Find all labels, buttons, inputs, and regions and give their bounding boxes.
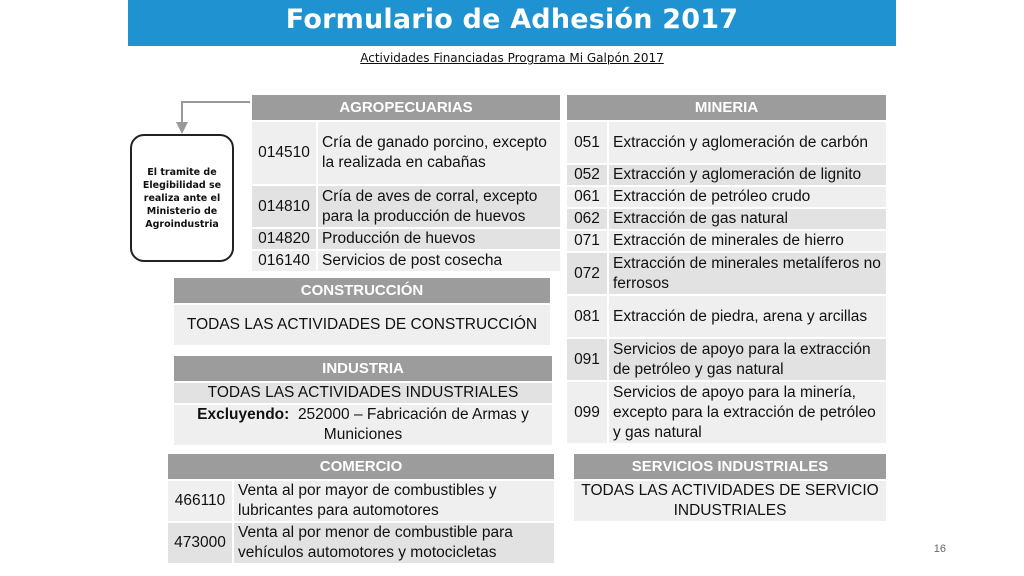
activity-desc: Cría de ganado porcino, excepto la realizada en cabañas bbox=[317, 121, 561, 185]
activity-code: 061 bbox=[566, 186, 608, 208]
exclusion-label: Excluyendo: bbox=[197, 406, 290, 423]
page-title: Formulario de Adhesión 2017 bbox=[285, 4, 739, 35]
activity-desc: Cría de aves de corral, excepto para la producción de huevos bbox=[317, 185, 561, 228]
table-row bbox=[566, 338, 887, 381]
table-row bbox=[566, 230, 887, 252]
exclusion-text: 252000 – Fabricación de Armas y Municiones bbox=[297, 406, 529, 443]
industria-text: TODAS LAS ACTIVIDADES INDUSTRIALES bbox=[173, 382, 553, 404]
activity-desc: Extracción y aglomeración de carbón bbox=[608, 121, 887, 164]
servicios-header: SERVICIOS INDUSTRIALES bbox=[573, 453, 887, 480]
table-row bbox=[251, 121, 561, 185]
construccion-text: TODAS LAS ACTIVIDADES DE CONSTRUCCIÓN bbox=[173, 304, 551, 346]
table-row bbox=[251, 250, 561, 272]
construccion-table bbox=[172, 276, 552, 347]
activity-code: 051 bbox=[566, 121, 608, 164]
activity-code: 091 bbox=[566, 338, 608, 381]
activity-code: 014510 bbox=[251, 121, 317, 185]
activity-desc: Servicios de apoyo para la extracción de petróleo y gas natural bbox=[608, 338, 887, 381]
table-row bbox=[251, 185, 561, 228]
table-row bbox=[566, 252, 887, 295]
table-row bbox=[566, 121, 887, 164]
industria-table bbox=[172, 354, 554, 447]
activity-code: 072 bbox=[566, 252, 608, 295]
activity-code: 052 bbox=[566, 164, 608, 186]
table-row bbox=[566, 381, 887, 444]
agropecuarias-header: AGROPECUARIAS bbox=[251, 94, 561, 121]
table-row bbox=[566, 164, 887, 186]
activity-desc: Servicios de apoyo para la minería, excepto para la extracción de petróleo y gas natural bbox=[608, 381, 887, 444]
elegibilidad-note bbox=[130, 134, 234, 262]
servicios-table bbox=[572, 452, 888, 523]
comercio-header: COMERCIO bbox=[167, 453, 555, 480]
agropecuarias-table bbox=[250, 93, 562, 273]
table-row bbox=[566, 186, 887, 208]
activity-code: 062 bbox=[566, 208, 608, 230]
activity-code: 473000 bbox=[167, 522, 233, 564]
mineria-table bbox=[565, 93, 888, 445]
page-number: 16 bbox=[933, 543, 946, 555]
activity-desc: Extracción de piedra, arena y arcillas bbox=[608, 295, 887, 338]
activity-code: 466110 bbox=[167, 480, 233, 522]
table-row bbox=[167, 522, 555, 564]
activity-desc: Venta al por mayor de combustibles y lubricantes para automotores bbox=[233, 480, 555, 522]
activity-desc: Servicios de post cosecha bbox=[317, 250, 561, 272]
table-row bbox=[573, 480, 887, 522]
activity-desc: Venta al por menor de combustible para vehículos automotores y motocicletas bbox=[233, 522, 555, 564]
page-subtitle: Actividades Financiadas Programa Mi Galpón 2017 bbox=[360, 51, 664, 65]
activity-code: 016140 bbox=[251, 250, 317, 272]
comercio-table bbox=[166, 452, 556, 565]
activity-code: 071 bbox=[566, 230, 608, 252]
table-row bbox=[173, 304, 551, 346]
table-row bbox=[173, 382, 553, 404]
activity-code: 014820 bbox=[251, 228, 317, 250]
activity-desc: Extracción de minerales de hierro bbox=[608, 230, 887, 252]
table-row bbox=[566, 208, 887, 230]
servicios-text: TODAS LAS ACTIVIDADES DE SERVICIO INDUSTRIALES bbox=[573, 480, 887, 522]
activity-code: 014810 bbox=[251, 185, 317, 228]
activity-desc: Producción de huevos bbox=[317, 228, 561, 250]
construccion-header: CONSTRUCCIÓN bbox=[173, 277, 551, 304]
activity-desc: Extracción de gas natural bbox=[608, 208, 887, 230]
industria-exclusion bbox=[173, 404, 553, 446]
activity-code: 081 bbox=[566, 295, 608, 338]
table-row bbox=[173, 404, 553, 446]
activity-desc: Extracción y aglomeración de lignito bbox=[608, 164, 887, 186]
activity-code: 099 bbox=[566, 381, 608, 444]
note-text: El tramite de Elegibilidad se realiza ante el Ministerio de Agroindustria bbox=[142, 166, 222, 230]
mineria-header: MINERIA bbox=[566, 94, 887, 121]
table-row bbox=[566, 295, 887, 338]
table-row bbox=[167, 480, 555, 522]
table-row bbox=[251, 228, 561, 250]
activity-desc: Extracción de minerales metalíferos no ferrosos bbox=[608, 252, 887, 295]
activity-desc: Extracción de petróleo crudo bbox=[608, 186, 887, 208]
industria-header: INDUSTRIA bbox=[173, 355, 553, 382]
